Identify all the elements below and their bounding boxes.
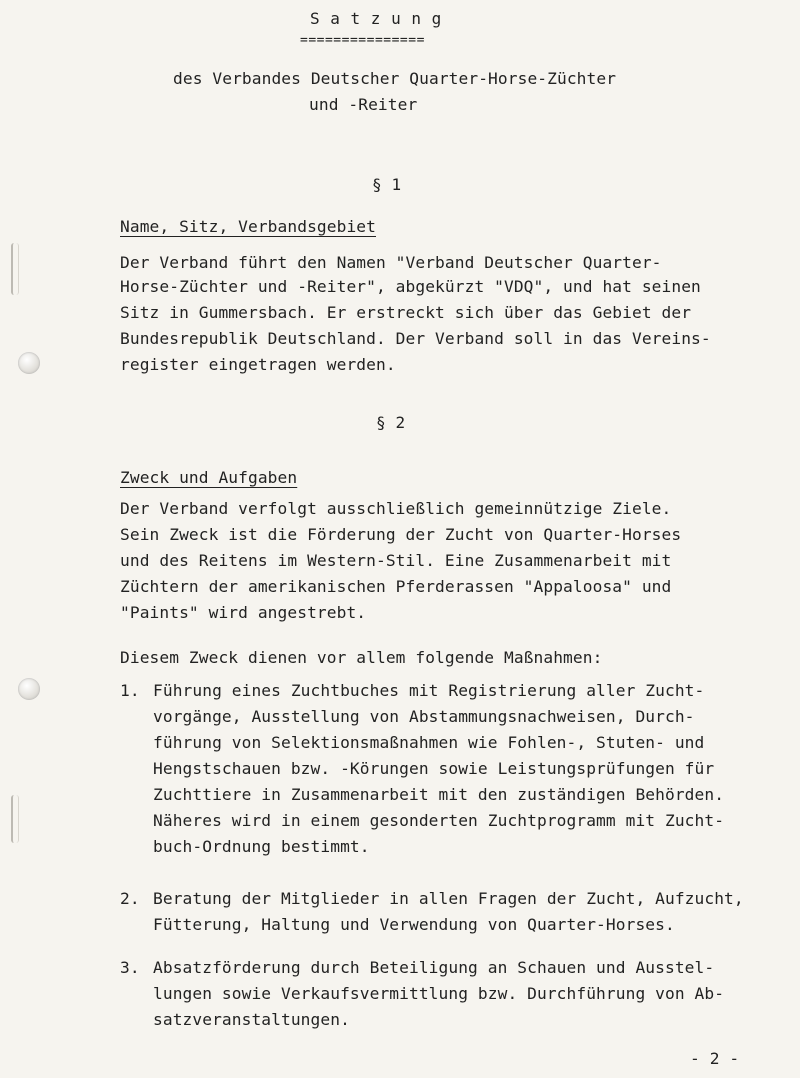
body-line: "Paints" wird angestrebt.	[120, 603, 367, 622]
body-line: Züchtern der amerikanischen Pferderassen "Appaloosa" und	[120, 577, 672, 596]
section-sign: § 2	[376, 413, 406, 432]
section-sign: § 1	[372, 175, 402, 194]
list-intro: Diesem Zweck dienen vor allem folgende Maßnahmen:	[120, 648, 603, 667]
section-heading: Zweck und Aufgaben	[120, 468, 298, 487]
title-underline: ===============	[300, 33, 425, 48]
punch-hole	[18, 678, 40, 700]
list-item-line: satzveranstaltungen.	[153, 1010, 350, 1029]
list-item-line: führung von Selektionsmaßnahmen wie Fohlen-, Stuten- und	[153, 733, 705, 752]
list-item-line: Hengstschauen bzw. -Körungen sowie Leistungsprüfungen für	[153, 759, 715, 778]
list-item-number: 1.	[120, 681, 140, 700]
list-item-line: Näheres wird in einem gesonderten Zuchtprogramm mit Zucht-	[153, 811, 725, 830]
body-line: Der Verband führt den Namen "Verband Deutscher Quarter-	[120, 253, 662, 272]
list-item-line: Beratung der Mitglieder in allen Fragen der Zucht, Aufzucht,	[153, 889, 744, 908]
document-subtitle: des Verbandes Deutscher Quarter-Horse-Züchter	[173, 69, 617, 88]
document-subtitle-cont: und -Reiter	[309, 95, 418, 114]
list-item-line: Zuchttiere in Zusammenarbeit mit den zuständigen Behörden.	[153, 785, 725, 804]
body-line: Sein Zweck ist die Förderung der Zucht von Quarter-Horses	[120, 525, 682, 544]
list-item-line: buch-Ordnung bestimmt.	[153, 837, 370, 856]
body-line: und des Reitens im Western-Stil. Eine Zusammenarbeit mit	[120, 551, 672, 570]
page-number: - 2 -	[690, 1049, 740, 1068]
list-item-line: Fütterung, Haltung und Verwendung von Quarter-Horses.	[153, 915, 675, 934]
body-line: Der Verband verfolgt ausschließlich gemeinnützige Ziele.	[120, 499, 672, 518]
list-item-line: Absatzförderung durch Beteiligung an Schauen und Ausstel-	[153, 958, 715, 977]
binder-clip-mark	[11, 243, 19, 295]
document-title: S a t z u n g	[310, 9, 442, 28]
list-item-number: 3.	[120, 958, 140, 977]
body-line: Sitz in Gummersbach. Er erstreckt sich über das Gebiet der	[120, 303, 692, 322]
list-item-line: lungen sowie Verkaufsvermittlung bzw. Durchführung von Ab-	[153, 984, 725, 1003]
list-item-line: vorgänge, Ausstellung von Abstammungsnachweisen, Durch-	[153, 707, 695, 726]
list-item-number: 2.	[120, 889, 140, 908]
body-line: Horse-Züchter und -Reiter", abgekürzt "VDQ", und hat seinen	[120, 277, 701, 296]
punch-hole	[18, 352, 40, 374]
section-heading: Name, Sitz, Verbandsgebiet	[120, 217, 376, 236]
binder-clip-mark	[11, 795, 19, 843]
body-line: register eingetragen werden.	[120, 355, 396, 374]
list-item-line: Führung eines Zuchtbuches mit Registrierung aller Zucht-	[153, 681, 705, 700]
body-line: Bundesrepublik Deutschland. Der Verband soll in das Vereins-	[120, 329, 711, 348]
